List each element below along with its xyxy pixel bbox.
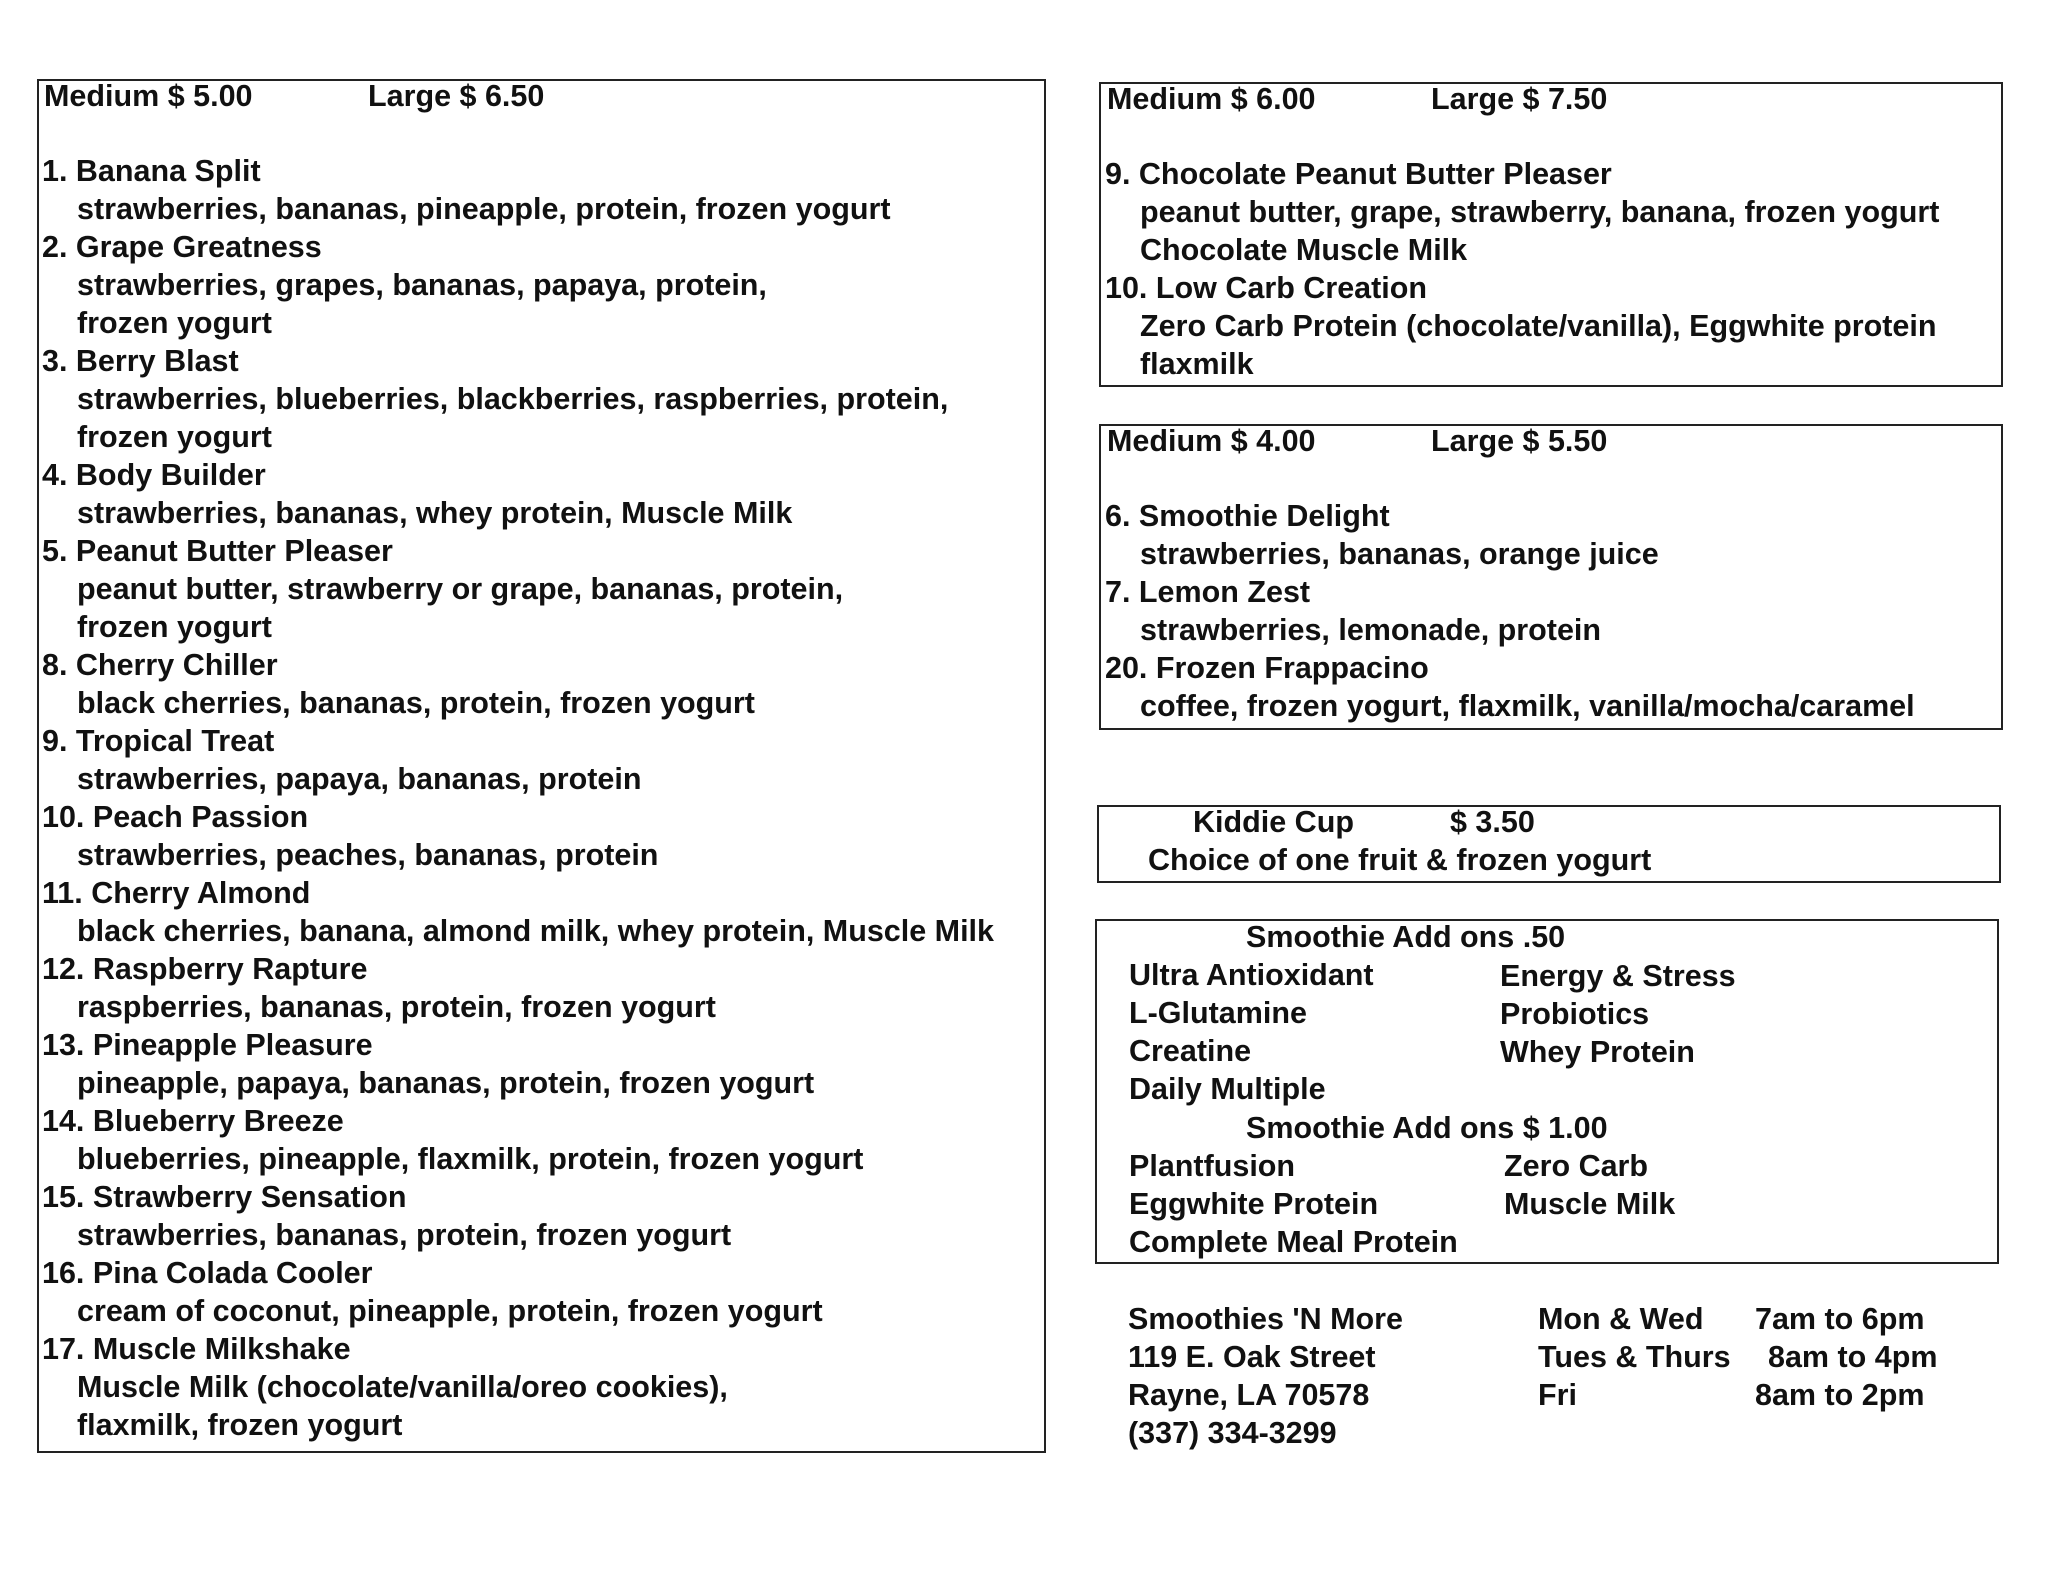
menu-item-ingredients: strawberries, peaches, bananas, protein	[77, 838, 659, 872]
menu-item-ingredients: strawberries, lemonade, protein	[1140, 613, 1602, 647]
menu-item-ingredients: flaxmilk	[1140, 347, 1254, 381]
box-b-large-price: Large $ 5.50	[1431, 424, 1608, 458]
menu-item-name: 6. Smoothie Delight	[1105, 499, 1390, 533]
menu-item-name: 9. Tropical Treat	[42, 724, 275, 758]
menu-item-name: 8. Cherry Chiller	[42, 648, 278, 682]
add-on-item: Daily Multiple	[1129, 1072, 1326, 1106]
menu-item-name: 5. Peanut Butter Pleaser	[42, 534, 393, 568]
kiddie-cup-desc: Choice of one fruit & frozen yogurt	[1148, 843, 1652, 877]
hours-time-1: 8am to 4pm	[1768, 1340, 1938, 1374]
menu-item-name: 13. Pineapple Pleasure	[42, 1028, 373, 1062]
menu-item-ingredients: blueberries, pineapple, flaxmilk, protein, frozen yogurt	[77, 1142, 864, 1176]
add-ons-50-left-list	[1129, 956, 1374, 1108]
menu-item-ingredients: black cherries, bananas, protein, frozen yogurt	[77, 686, 755, 720]
menu-item-name: 20. Frozen Frappacino	[1105, 651, 1429, 685]
menu-item-ingredients: strawberries, bananas, whey protein, Muscle Milk	[77, 496, 793, 530]
menu-item-ingredients: peanut butter, grape, strawberry, banana, frozen yogurt	[1140, 195, 1940, 229]
add-ons-100-right-list	[1504, 1147, 1675, 1223]
menu-item-name: 14. Blueberry Breeze	[42, 1104, 344, 1138]
box-b-medium-price: Medium $ 4.00	[1107, 424, 1316, 458]
hours-days-1: Tues & Thurs	[1538, 1340, 1731, 1374]
menu-item-ingredients: pineapple, papaya, bananas, protein, frozen yogurt	[77, 1066, 815, 1100]
shop-phone: (337) 334-3299	[1128, 1416, 1337, 1450]
shop-city: Rayne, LA 70578	[1128, 1378, 1370, 1412]
add-on-item: Probiotics	[1500, 997, 1650, 1031]
add-ons-100-header: Smoothie Add ons $ 1.00	[1246, 1111, 1608, 1145]
add-on-item: Zero Carb	[1504, 1149, 1649, 1183]
menu-item-ingredients: strawberries, papaya, bananas, protein	[77, 762, 642, 796]
menu-item-ingredients: coffee, frozen yogurt, flaxmilk, vanilla/mocha/caramel	[1140, 689, 1915, 723]
menu-item-ingredients: raspberries, bananas, protein, frozen yogurt	[77, 990, 716, 1024]
add-on-item: Plantfusion	[1129, 1149, 1296, 1183]
menu-item-name: 9. Chocolate Peanut Butter Pleaser	[1105, 157, 1612, 191]
menu-item-ingredients: Muscle Milk (chocolate/vanilla/oreo cookies),	[77, 1370, 728, 1404]
add-on-item: Eggwhite Protein	[1129, 1187, 1379, 1221]
box-a-large-price: Large $ 7.50	[1431, 82, 1608, 116]
menu-item-name: 1. Banana Split	[42, 154, 261, 188]
left-medium-price: Medium $ 5.00	[44, 79, 253, 113]
shop-name: Smoothies 'N More	[1128, 1302, 1404, 1336]
add-on-item: Energy & Stress	[1500, 959, 1736, 993]
box-b-list	[1105, 497, 1915, 725]
menu-item-name: 12. Raspberry Rapture	[42, 952, 368, 986]
menu-item-ingredients: frozen yogurt	[77, 306, 272, 340]
add-on-item: Creatine	[1129, 1034, 1252, 1068]
hours-time-2: 8am to 2pm	[1755, 1378, 1925, 1412]
hours-days-0: Mon & Wed	[1538, 1302, 1704, 1336]
menu-item-name: 3. Berry Blast	[42, 344, 239, 378]
kiddie-cup-price: $ 3.50	[1450, 805, 1535, 839]
menu-item-name: 2. Grape Greatness	[42, 230, 322, 264]
menu-item-ingredients: strawberries, grapes, bananas, papaya, protein,	[77, 268, 767, 302]
add-on-item: Muscle Milk	[1504, 1187, 1676, 1221]
menu-item-name: 10. Low Carb Creation	[1105, 271, 1428, 305]
menu-item-name: 4. Body Builder	[42, 458, 266, 492]
menu-item-name: 17. Muscle Milkshake	[42, 1332, 351, 1366]
menu-item-ingredients: frozen yogurt	[77, 610, 272, 644]
add-ons-50-header: Smoothie Add ons .50	[1246, 920, 1566, 954]
left-menu-list	[42, 152, 994, 1444]
menu-item-name: 7. Lemon Zest	[1105, 575, 1311, 609]
box-a-list	[1105, 155, 1939, 383]
add-on-item: Ultra Antioxidant	[1129, 958, 1374, 992]
menu-item-ingredients: Chocolate Muscle Milk	[1140, 233, 1468, 267]
add-ons-100-left-list	[1129, 1147, 1458, 1261]
box-a-medium-price: Medium $ 6.00	[1107, 82, 1316, 116]
menu-item-ingredients: peanut butter, strawberry or grape, bananas, protein,	[77, 572, 844, 606]
menu-item-ingredients: strawberries, bananas, orange juice	[1140, 537, 1659, 571]
add-on-item: L-Glutamine	[1129, 996, 1307, 1030]
menu-item-ingredients: flaxmilk, frozen yogurt	[77, 1408, 403, 1442]
menu-item-ingredients: strawberries, blueberries, blackberries, raspberries, protein,	[77, 382, 949, 416]
hours-days-2: Fri	[1538, 1378, 1577, 1412]
add-on-item: Whey Protein	[1500, 1035, 1695, 1069]
menu-item-ingredients: strawberries, bananas, protein, frozen yogurt	[77, 1218, 732, 1252]
menu-item-name: 10. Peach Passion	[42, 800, 309, 834]
menu-item-name: 15. Strawberry Sensation	[42, 1180, 407, 1214]
menu-item-ingredients: strawberries, bananas, pineapple, protein, frozen yogurt	[77, 192, 891, 226]
menu-item-ingredients: cream of coconut, pineapple, protein, frozen yogurt	[77, 1294, 823, 1328]
add-ons-50-right-list	[1500, 957, 1736, 1071]
menu-item-ingredients: frozen yogurt	[77, 420, 272, 454]
kiddie-cup-label: Kiddie Cup	[1193, 805, 1354, 839]
left-large-price: Large $ 6.50	[368, 79, 545, 113]
hours-time-0: 7am to 6pm	[1755, 1302, 1925, 1336]
menu-item-ingredients: Zero Carb Protein (chocolate/vanilla), Eggwhite protein	[1140, 309, 1937, 343]
menu-item-name: 16. Pina Colada Cooler	[42, 1256, 373, 1290]
add-on-item: Complete Meal Protein	[1129, 1225, 1458, 1259]
menu-item-ingredients: black cherries, banana, almond milk, whey protein, Muscle Milk	[77, 914, 994, 948]
menu-item-name: 11. Cherry Almond	[42, 876, 311, 910]
shop-street: 119 E. Oak Street	[1128, 1340, 1376, 1374]
